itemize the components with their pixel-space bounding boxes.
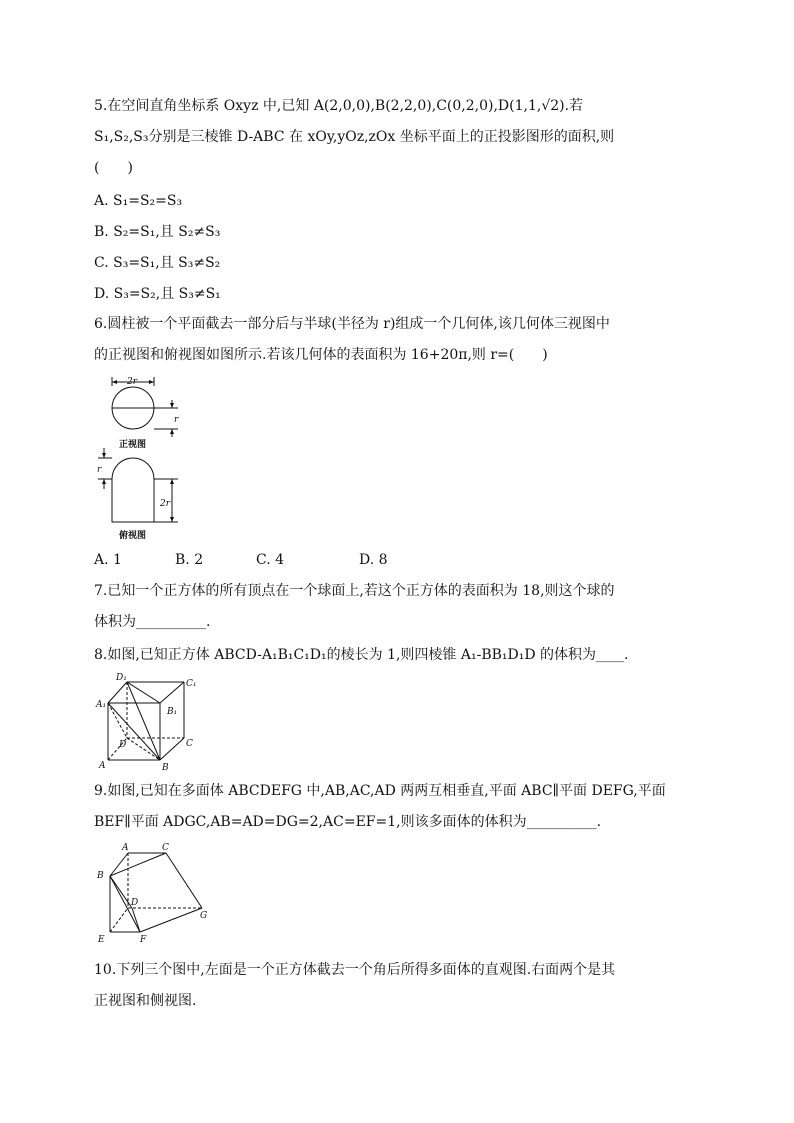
q9-label-d: D [131,898,139,908]
q9-label-c: C [162,843,169,853]
q6-label-r-left: r [97,465,102,475]
q9-line2: BEF∥平面 ADGC,AB=AD=DG=2,AC=EF=1,则该多面体的体积为__________. [94,814,602,830]
q6-label-2r-side: 2r [160,499,171,509]
q9-label-b: B [97,871,104,881]
q10-line1: 10.下列三个图中,左面是一个正方体截去一个角后所得多面体的直观图.右面两个是其 [94,962,616,978]
q8-label-d: D [119,740,127,750]
q8-label-a1: A₁ [96,700,107,710]
q5-line2: S₁,S₂,S₃分别是三棱锥 D-ABC 在 xOy,yOz,zOx 坐标平面上的正投影图形的面积,则 [94,129,615,145]
q5-option-a: A. S₁=S₂=S₃ [94,193,183,209]
q6-top-view-shape [112,458,154,522]
q8-label-d1: D₁ [116,673,127,683]
q6-front-view-caption: 正视图 [119,440,147,450]
q9-label-e: E [98,935,105,945]
q6-line1: 6.圆柱被一个平面截去一部分后与半球(半径为 r)组成一个几何体,该几何体三视图中 [94,316,610,332]
q6-option-d: D. 8 [359,552,388,568]
q10-line2: 正视图和侧视图. [94,993,197,1009]
q6-option-c: C. 4 [256,552,285,568]
q5-option-c: C. S₃=S₁,且 S₃≠S₂ [94,255,221,271]
q9-label-a: A [122,843,129,853]
q5-line1: 5.在空间直角坐标系 Oxyz 中,已知 A(2,0,0),B(2,2,0),C(0,2,0),D(1,1,√2).若 [94,98,584,114]
q6-line2: 的正视图和俯视图如图所示.若该几何体的表面积为 16+20π,则 r=( ) [94,347,548,363]
q7-line2: 体积为__________. [94,614,211,630]
q9-label-g: G [200,911,208,921]
q6-three-view-figure [96,372,186,544]
q8-label-a: A [99,761,106,771]
q9-polyhedron-figure [94,838,214,950]
q5-option-d: D. S₃=S₂,且 S₃≠S₁ [94,286,221,302]
q7-line1: 7.已知一个正方体的所有顶点在一个球面上,若这个正方体的表面积为 18,则这个球的 [94,583,615,599]
q5-answer-blank: ( ) [94,160,133,176]
q6-option-a: A. 1 [94,552,122,568]
q9-line1: 9.如图,已知在多面体 ABCDEFG 中,AB,AC,AD 两两互相垂直,平面 ABC∥平面 DEFG,平面 [94,783,666,799]
q6-option-b: B. 2 [175,552,204,568]
q8-cube-figure [94,670,206,774]
q6-label-2r-top: 2r [127,377,138,387]
q8-label-b1: B₁ [167,707,178,717]
q8-label-c1: C₁ [186,679,197,689]
q9-label-f: F [140,935,147,945]
q6-label-r: r [174,415,179,425]
q8-label-b: B [162,763,169,773]
q8-line1: 8.如图,已知正方体 ABCD-A₁B₁C₁D₁的棱长为 1,则四棱锥 A₁-BB₁D₁D 的体积为____. [94,647,629,663]
q5-option-b: B. S₂=S₁,且 S₂≠S₃ [94,224,221,240]
q6-top-view-caption: 俯视图 [119,531,147,541]
q8-label-c: C [186,739,193,749]
